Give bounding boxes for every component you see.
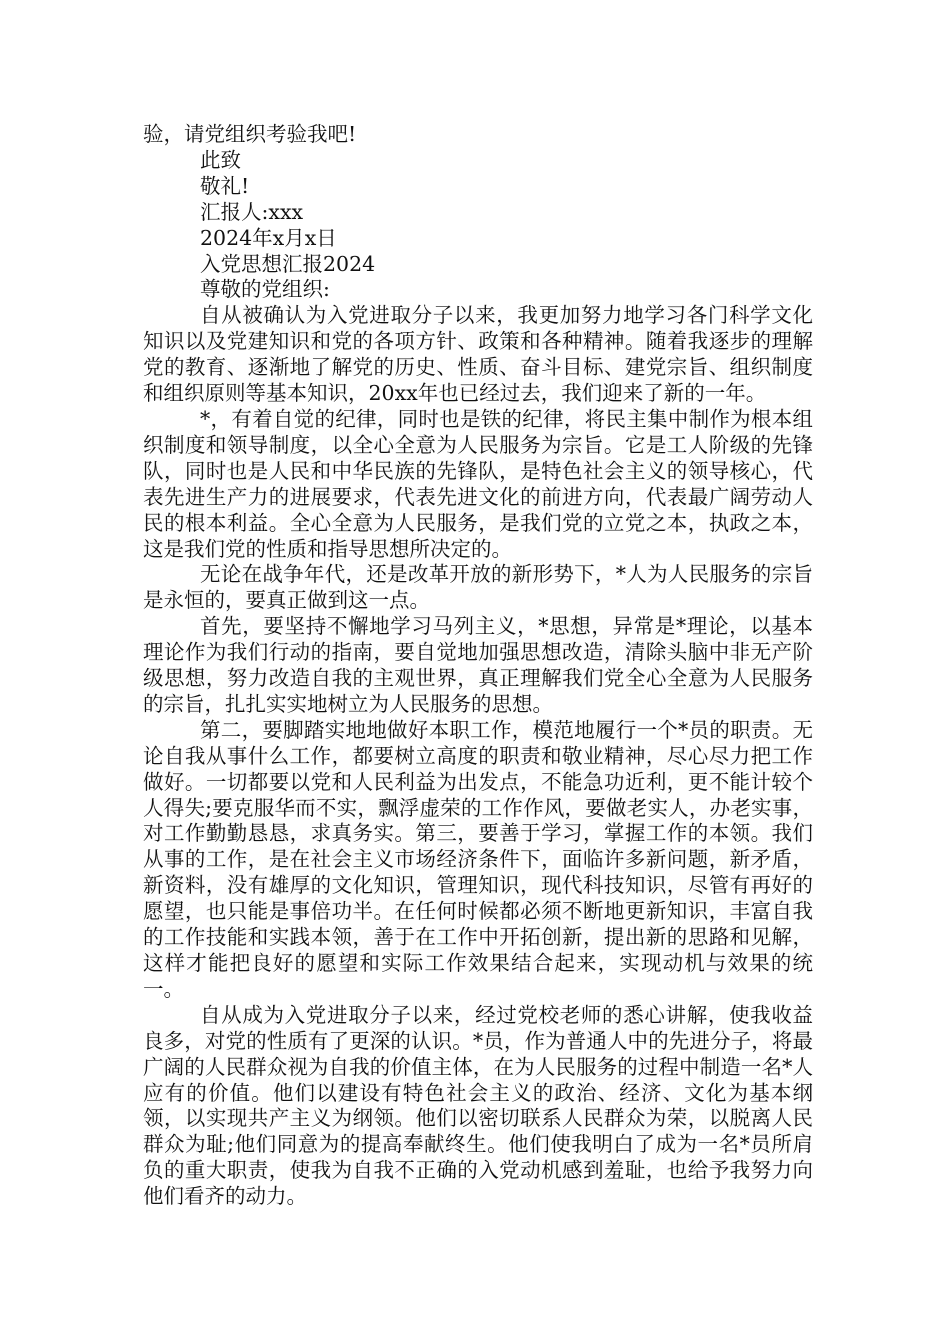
closing-line-2: 敬礼! [200, 173, 250, 198]
paragraph-2: *，有着自觉的纪律，同时也是铁的纪律，将民主集中制作为根本组织制度和领导制度，以全心全意为人民服务为宗旨。它是工人阶级的先锋队，同时也是人民和中华民族的先锋队，是特色社会主义的领导核心，代表先进生产力的进展要求，代表先进文化的前进方向，代表最广阔劳动人民的根本利益。全心全意为人民服务，是我们党的立党之本，执政之本，这是我们党的性质和指导思想所决定的。 [143, 406, 813, 561]
paragraph-4: 首先，要坚持不懈地学习马列主义，*思想，异常是*理论，以基本理论作为我们行动的指南，要自觉地加强思想改造，清除头脑中非无产阶级思想，努力改造自我的主观世界，真正理解我们党全心全意为人民服务的宗旨，扎扎实实地树立为人民服务的思想。 [143, 614, 813, 716]
paragraph-1: 自从被确认为入党进取分子以来，我更加努力地学习各门科学文化知识以及党建知识和党的各项方针、政策和各种精神。随着我逐步的理解党的教育、逐渐地了解党的历史、性质、奋斗目标、建党宗旨、组织制度和组织原则等基本知识，20xx年也已经过去，我们迎来了新的一年。 [143, 303, 813, 406]
paragraph-5: 第二，要脚踏实地地做好本职工作，模范地履行一个*员的职责。无论自我从事什么工作，都要树立高度的职责和敬业精神，尽心尽力把工作做好。一切都要以党和人民利益为出发点，不能急功近利，更不能计较个人得失;要克服华而不实，飘浮虚荣的工作作风，要做老实人，办老实事，对工作勤勤恳恳，求真务实。第三，要善于学习，掌握工作的本领。我们从事的工作，是在社会主义市场经济条件下，面临许多新问题，新矛盾，新资料，没有雄厚的文化知识，管理知识，现代科技知识，尽管有再好的愿望，也只能是事倍功半。在任何时候都必须不断地更新知识，丰富自我的工作技能和实践本领，善于在工作中开拓创新，提出新的思路和见解，这样才能把良好的愿望和实际工作效果结合起来，实现动机与效果的统一。 [143, 717, 813, 1001]
salutation: 尊敬的党组织: [200, 277, 330, 302]
date-line: 2024年x月x日 [200, 225, 337, 250]
document-body [143, 122, 813, 1210]
paragraph-3: 无论在战争年代，还是改革开放的新形势下，*人为人民服务的宗旨是永恒的，要真正做到这一点。 [143, 562, 813, 613]
paragraph-6: 自从成为入党进取分子以来，经过党校老师的悉心讲解，使我收益良多，对党的性质有了更深的认识。*员，作为普通人中的先进分子，将最广阔的人民群众视为自我的价值主体，在为人民服务的过程中制造一名*人应有的价值。他们以建设有特色社会主义的政治、经济、文化为基本纲领，以实现共产主义为纲领。他们以密切联系人民群众为荣，以脱离人民群众为耻;他们同意为的提高奉献终生。他们使我明白了成为一名*员所肩负的重大职责，使我为自我不正确的入党动机感到羞耻，也给予我努力向他们看齐的动力。 [143, 1002, 813, 1209]
reporter-line: 汇报人:xxx [200, 199, 304, 224]
opening-line: 验，请党组织考验我吧! [143, 122, 357, 146]
closing-line-1: 此致 [200, 147, 241, 172]
second-report-title: 入党思想汇报2024 [200, 251, 376, 276]
